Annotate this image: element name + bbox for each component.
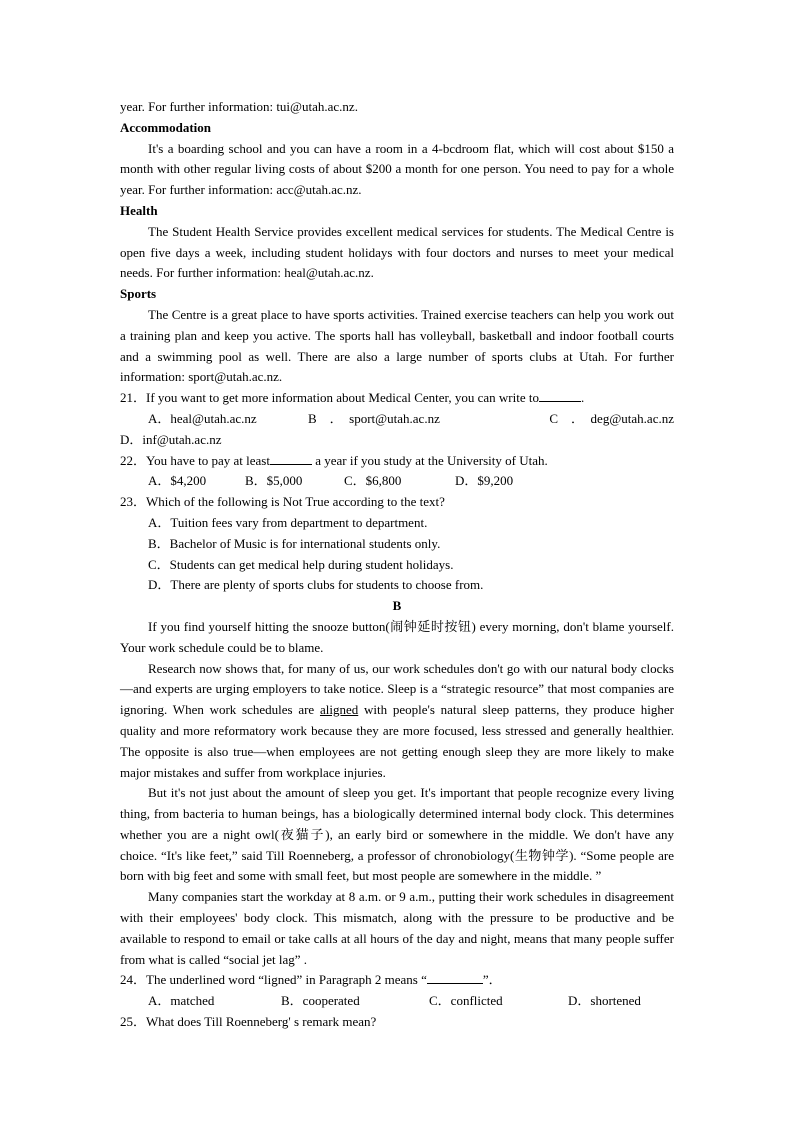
question-22-options-row: [120, 471, 674, 492]
question-25-stem: 25．What does Till Roenneberg' s remark mean?: [120, 1014, 377, 1030]
accommodation-text: It's a boarding school and you can have a room in a 4-bcdroom flat, which will cost about $150 a month with other regular living costs of about $200 a month for one person. You need to pay for a whole year. For further information: acc@utah.ac.nz.: [120, 140, 674, 198]
passage-b-paragraph-2: [120, 659, 674, 784]
option-c: C ． deg@utah.ac.nz: [549, 410, 674, 426]
question-21-options-row: [120, 409, 674, 430]
document-page: [120, 97, 674, 1033]
health-heading: Health: [120, 202, 158, 218]
question-21: [120, 388, 674, 409]
underlined-word: aligned: [319, 702, 359, 718]
answer-blank: [270, 451, 312, 465]
option-a: A．matched: [148, 993, 215, 1009]
question-24-stem-end: ”．: [482, 972, 502, 988]
paragraph-2-after: with people's natural sleep patterns, they produce higher quality and more reformatory work because they are more focused, less stressed and generally healthier. The opposite is also true—when employees are not getting enough sleep they are more likely to make major mistakes and suffer from workplace injuries.: [120, 702, 675, 780]
option-d: D．$9,200: [455, 473, 514, 489]
option-d: D．inf@utah.ac.nz: [120, 431, 222, 447]
question-24-options-row: [120, 991, 674, 1012]
sports-text: The Centre is a great place to have sports activities. Trained exercise teachers can help you work out a training plan and keep you active. The sports hall has volleyball, basketball and indoor football courts and a swimming pool as well. There are also a large number of sports clubs at Utah. For further information: sport@utah.ac.nz.: [120, 306, 674, 385]
option-d: D．shortened: [568, 993, 641, 1009]
section-b-label: B: [392, 598, 402, 614]
health-text: The Student Health Service provides excellent medical services for students. The Medical Centre is open five days a week, including student holidays with four doctors and nurses to meet your medical needs. For further information: heal@utah.ac.nz.: [120, 223, 674, 281]
question-23-stem: 23．Which of the following is Not True according to the text?: [120, 494, 445, 510]
passage-b-paragraph-3: But it's not just about the amount of sleep you get. It's important that people recognize every living thing, from bacteria to human beings, has a biologically determined internal body clock. This determines whether you are a night owl(夜猫子), an early bird or somewhere in the middle. We don't have any choice. “It's like feet,” said Till Roenneberg, a professor of chronobiology(生物钟学). “Some people are born with big feet and some with small feet, but most people are somewhere in the middle. ”: [120, 785, 674, 884]
option-b: B．$5,000: [245, 473, 303, 489]
question-24-stem: 24．The underlined word “ligned” in Paragraph 2 means “: [120, 972, 427, 988]
option-d: D．There are plenty of sports clubs for students to choose from.: [148, 577, 484, 593]
option-a: A．Tuition fees vary from department to department.: [148, 514, 428, 530]
answer-blank: [539, 388, 581, 402]
question-22-stem: 22．You have to pay at least: [120, 452, 270, 468]
option-b: B．Bachelor of Music is for international students only.: [148, 535, 441, 551]
option-b: B ． sport@utah.ac.nz: [308, 410, 440, 426]
option-b: B．cooperated: [281, 993, 360, 1009]
accommodation-heading: Accommodation: [120, 119, 211, 135]
question-24: [120, 970, 674, 991]
question-21-stem-end: .: [580, 390, 585, 406]
option-c: C．conflicted: [429, 993, 503, 1009]
passage-b-paragraph-1: If you find yourself hitting the snooze button(闹钟延时按钮) every morning, don't blame yourself. Your work schedule could be to blame.: [120, 618, 674, 655]
question-22-stem-end: a year if you study at the University of Utah.: [311, 452, 548, 468]
sports-heading: Sports: [120, 286, 157, 302]
question-22: [120, 451, 674, 472]
passage-b-paragraph-4: Many companies start the workday at 8 a.m. or 9 a.m., putting their work schedules in disagreement with their employees' body clock. This mismatch, along with the pressure to be productive and be available to respond to email or take calls at all hours of the day and night, means that many people suffer from what is called “social jet lag” .: [120, 889, 674, 967]
option-c: C．Students can get medical help during student holidays.: [148, 556, 454, 572]
answer-blank: [427, 970, 483, 984]
question-21-stem: 21．If you want to get more information about Medical Center, you can write to: [120, 390, 539, 406]
option-a: A．$4,200: [148, 473, 207, 489]
intro-tail: year. For further information: tui@utah.ac.nz.: [120, 99, 358, 114]
option-c: C．$6,800: [344, 473, 402, 489]
option-a: A．heal@utah.ac.nz: [148, 410, 257, 426]
paragraph-2-before: Research now shows that, for many of us, our work schedules don't go with our natural body clocks—and experts are urging employers to take notice. Sleep is a “strategic resource” that most companies are ignoring. When work schedules are: [120, 660, 674, 718]
